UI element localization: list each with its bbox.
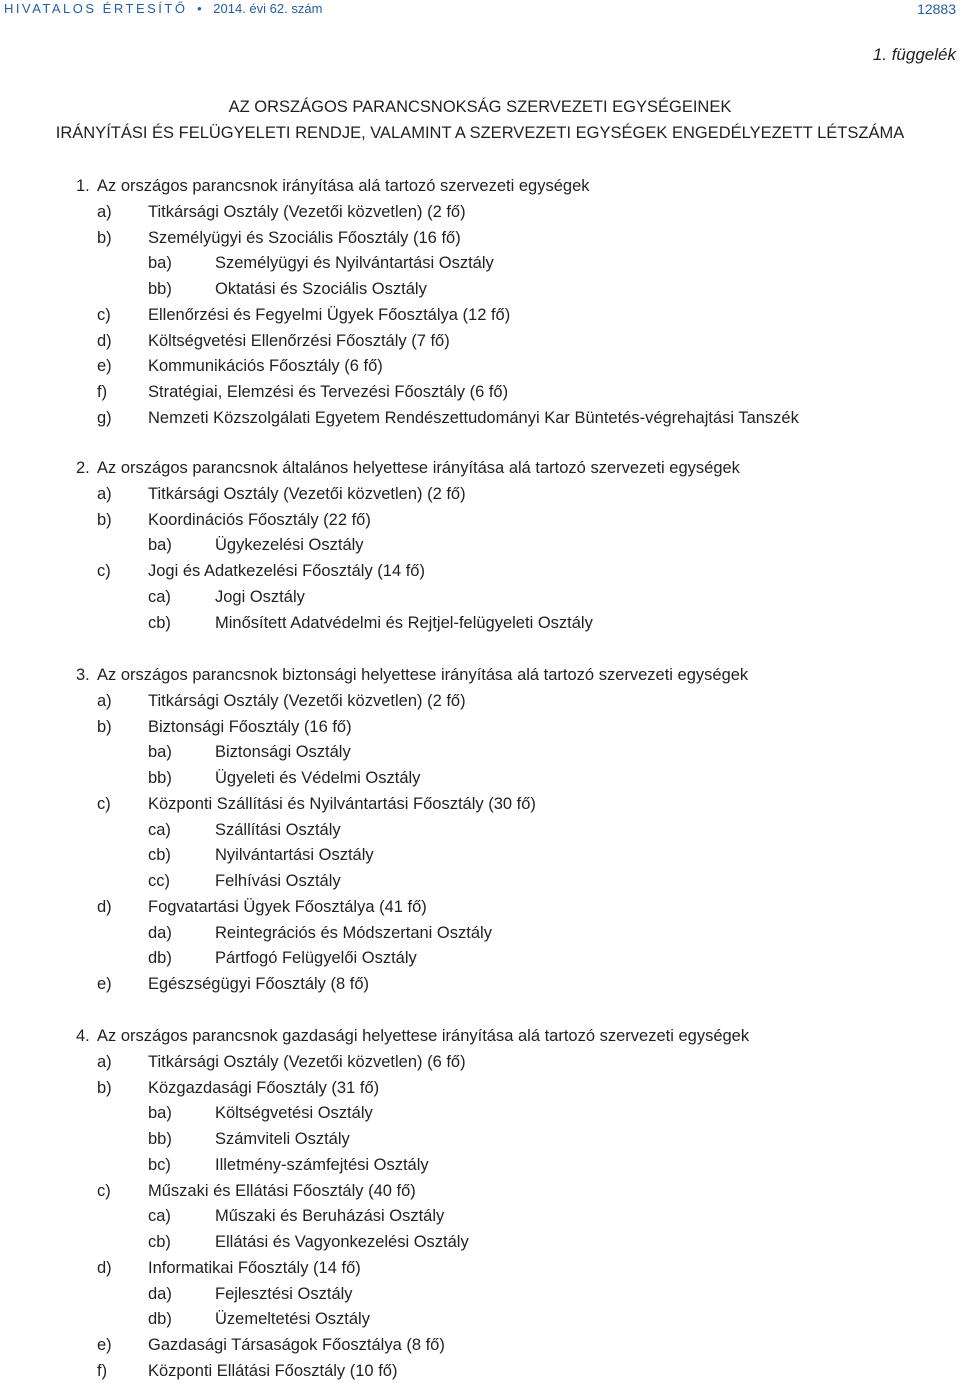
sub-list-item bbox=[0, 1283, 960, 1305]
sub-list-item-text: Biztonsági Osztály bbox=[215, 743, 351, 762]
list-item bbox=[0, 973, 960, 995]
sub-list-item-label: da) bbox=[148, 923, 172, 942]
running-header bbox=[0, 0, 960, 20]
document-title-line-2: IRÁNYÍTÁSI ÉS FELÜGYELETI RENDJE, VALAMINT A SZERVEZETI EGYSÉGEK ENGEDÉLYEZETT LÉTSZÁMA bbox=[55, 124, 905, 142]
list-item bbox=[0, 381, 960, 403]
list-item bbox=[0, 201, 960, 223]
list-item-text: Ellenőrzési és Fegyelmi Ügyek Főosztálya (12 fő) bbox=[148, 305, 511, 324]
list-item-label: b) bbox=[97, 228, 112, 247]
sub-list-item-text: Nyilvántartási Osztály bbox=[215, 846, 374, 865]
sub-list-item-text: Ügyeleti és Védelmi Osztály bbox=[215, 769, 421, 787]
list-item-label: a) bbox=[97, 202, 112, 221]
list-item bbox=[0, 330, 960, 352]
list-item-text: Központi Szállítási és Nyilvántartási Főosztály (30 fő) bbox=[148, 794, 536, 813]
sub-list-item-label: db) bbox=[148, 949, 172, 968]
sub-list-item-label: bb) bbox=[148, 769, 172, 787]
sub-list-item-text: Ellátási és Vagyonkezelési Osztály bbox=[215, 1233, 469, 1251]
list-item-label: f) bbox=[97, 1361, 108, 1380]
list-item bbox=[0, 509, 960, 531]
section-heading-label: 3. bbox=[76, 666, 90, 684]
list-item bbox=[0, 483, 960, 505]
sub-list-item bbox=[0, 1308, 960, 1330]
sub-list-item-label: cb) bbox=[148, 846, 171, 865]
list-item bbox=[0, 560, 960, 582]
sub-list-item-label: ba) bbox=[148, 1104, 172, 1123]
list-item-label: f) bbox=[97, 383, 108, 401]
page-number: 12883 bbox=[917, 1, 956, 17]
sub-list-item-label: bc) bbox=[148, 1155, 171, 1174]
list-item-label: g) bbox=[97, 408, 112, 427]
sub-list-item-text: Reintegrációs és Módszertani Osztály bbox=[215, 923, 492, 942]
sub-list-item-label: cb) bbox=[148, 1233, 171, 1251]
list-item bbox=[0, 1257, 960, 1279]
list-item-text: Nemzeti Közszolgálati Egyetem Rendészettudományi Kar Büntetés-végrehajtási Tanszék bbox=[148, 408, 799, 427]
sub-list-item-label: ba) bbox=[148, 536, 172, 555]
list-item-text: Titkársági Osztály (Vezetői közvetlen) (6 fő) bbox=[148, 1052, 466, 1071]
list-item bbox=[0, 304, 960, 326]
section-heading-text: Az országos parancsnok biztonsági helyettese irányítása alá tartozó szervezeti egységek bbox=[97, 666, 749, 684]
list-item-text: Koordinációs Főosztály (22 fő) bbox=[148, 510, 371, 529]
sub-list-item bbox=[0, 612, 960, 634]
sub-list-item bbox=[0, 252, 960, 274]
list-item bbox=[0, 407, 960, 429]
list-item-text: Titkársági Osztály (Vezetői közvetlen) (2 fő) bbox=[148, 691, 466, 710]
list-item-label: b) bbox=[97, 1078, 112, 1097]
list-item-text: Egészségügyi Főosztály (8 fő) bbox=[148, 975, 370, 993]
section-heading bbox=[0, 1025, 960, 1047]
sub-list-item-text: Ügykezelési Osztály bbox=[215, 536, 364, 555]
section-heading-text: Az országos parancsnok irányítása alá tartozó szervezeti egységek bbox=[97, 177, 590, 195]
sub-list-item-label: bb) bbox=[148, 280, 172, 298]
list-item-text: Biztonsági Főosztály (16 fő) bbox=[148, 717, 352, 736]
section-heading-label: 4. bbox=[76, 1027, 90, 1045]
list-item-label: d) bbox=[97, 897, 112, 916]
list-item-text: Titkársági Osztály (Vezetői közvetlen) (2 fő) bbox=[148, 202, 466, 221]
list-item-label: e) bbox=[97, 975, 112, 993]
list-item bbox=[0, 1180, 960, 1202]
list-item-label: c) bbox=[97, 305, 111, 324]
sub-list-item bbox=[0, 922, 960, 944]
sub-list-item bbox=[0, 1231, 960, 1253]
list-item-text: Kommunikációs Főosztály (6 fő) bbox=[148, 357, 383, 376]
list-item bbox=[0, 793, 960, 815]
sub-list-item bbox=[0, 1128, 960, 1150]
list-item-label: c) bbox=[97, 562, 111, 580]
sub-list-item-text: Illetmény-számfejtési Osztály bbox=[215, 1155, 429, 1174]
sub-list-item-label: ca) bbox=[148, 587, 171, 606]
document-title-line-1: AZ ORSZÁGOS PARANCSNOKSÁG SZERVEZETI EGYSÉGEINEK bbox=[228, 98, 732, 116]
sub-list-item-label: ba) bbox=[148, 254, 172, 273]
list-item bbox=[0, 1051, 960, 1073]
sub-list-item-text: Fejlesztési Osztály bbox=[215, 1284, 353, 1303]
list-item bbox=[0, 1077, 960, 1099]
list-item bbox=[0, 227, 960, 249]
list-item-text: Fogvatartási Ügyek Főosztálya (41 fő) bbox=[148, 897, 427, 916]
sub-list-item bbox=[0, 1154, 960, 1176]
sub-list-item bbox=[0, 534, 960, 556]
sub-list-item-text: Oktatási és Szociális Osztály bbox=[215, 280, 427, 298]
sub-list-item-label: bb) bbox=[148, 1130, 172, 1148]
section-heading bbox=[0, 457, 960, 479]
list-item-label: c) bbox=[97, 1181, 111, 1200]
section-heading-label: 2. bbox=[76, 459, 90, 477]
list-item bbox=[0, 1360, 960, 1382]
sub-list-item bbox=[0, 870, 960, 892]
sub-list-item-label: db) bbox=[148, 1310, 172, 1329]
sub-list-item bbox=[0, 278, 960, 300]
list-item-text: Gazdasági Társaságok Főosztálya (8 fő) bbox=[148, 1336, 445, 1354]
sub-list-item-text: Műszaki és Beruházási Osztály bbox=[215, 1207, 445, 1226]
sub-list-item bbox=[0, 844, 960, 866]
sub-list-item-label: ca) bbox=[148, 1207, 171, 1226]
publication-info bbox=[4, 0, 322, 18]
sub-list-item bbox=[0, 767, 960, 789]
list-item-label: a) bbox=[97, 484, 112, 503]
sub-list-item-text: Minősített Adatvédelmi és Rejtjel-felügyeleti Osztály bbox=[215, 613, 593, 632]
section-heading-label: 1. bbox=[76, 177, 90, 195]
annex-label: 1. függelék bbox=[872, 45, 956, 64]
sub-list-item-label: ba) bbox=[148, 743, 172, 762]
list-item-label: e) bbox=[97, 357, 112, 376]
sub-list-item-text: Üzemeltetési Osztály bbox=[215, 1310, 370, 1329]
list-item-text: Informatikai Főosztály (14 fő) bbox=[148, 1258, 361, 1277]
list-item-text: Stratégiai, Elemzési és Tervezési Főosztály (6 fő) bbox=[148, 383, 509, 401]
sub-list-item-label: ca) bbox=[148, 820, 171, 839]
sub-list-item-text: Jogi Osztály bbox=[215, 587, 305, 606]
list-item-label: a) bbox=[97, 691, 112, 710]
sub-list-item bbox=[0, 1102, 960, 1124]
list-item-text: Személyügyi és Szociális Főosztály (16 fő) bbox=[148, 228, 461, 247]
list-item-label: b) bbox=[97, 717, 112, 736]
bullet-separator: • bbox=[197, 1, 202, 16]
list-item bbox=[0, 690, 960, 712]
sub-list-item bbox=[0, 586, 960, 608]
list-item-label: c) bbox=[97, 794, 111, 813]
sub-list-item bbox=[0, 1205, 960, 1227]
sub-list-item bbox=[0, 741, 960, 763]
list-item-label: a) bbox=[97, 1052, 112, 1071]
list-item-text: Titkársági Osztály (Vezetői közvetlen) (2 fő) bbox=[148, 484, 466, 503]
sub-list-item-label: cc) bbox=[148, 872, 170, 890]
sub-list-item bbox=[0, 819, 960, 841]
sub-list-item-text: Számviteli Osztály bbox=[215, 1130, 350, 1148]
sub-list-item-text: Költségvetési Osztály bbox=[215, 1104, 373, 1123]
section-heading bbox=[0, 175, 960, 197]
list-item-text: Jogi és Adatkezelési Főosztály (14 fő) bbox=[148, 562, 425, 580]
list-item bbox=[0, 1334, 960, 1356]
list-item-label: b) bbox=[97, 510, 112, 529]
section-heading-text: Az országos parancsnok gazdasági helyettese irányítása alá tartozó szervezeti egységek bbox=[97, 1027, 750, 1045]
sub-list-item-label: da) bbox=[148, 1284, 172, 1303]
sub-list-item-text: Felhívási Osztály bbox=[215, 872, 341, 890]
list-item bbox=[0, 355, 960, 377]
list-item-label: d) bbox=[97, 331, 112, 350]
section-heading-text: Az országos parancsnok általános helyettese irányítása alá tartozó szervezeti egységek bbox=[97, 459, 740, 477]
list-item-label: e) bbox=[97, 1336, 112, 1354]
sub-list-item-text: Szállítási Osztály bbox=[215, 820, 341, 839]
publication-name: HIVATALOS ÉRTESÍTŐ bbox=[4, 1, 188, 16]
list-item bbox=[0, 896, 960, 918]
list-item-text: Közgazdasági Főosztály (31 fő) bbox=[148, 1078, 380, 1097]
list-item-text: Központi Ellátási Főosztály (10 fő) bbox=[148, 1361, 398, 1380]
list-item bbox=[0, 716, 960, 738]
sub-list-item bbox=[0, 947, 960, 969]
list-item-label: d) bbox=[97, 1258, 112, 1277]
sub-list-item-text: Személyügyi és Nyilvántartási Osztály bbox=[215, 254, 494, 273]
sub-list-item-text: Pártfogó Felügyelői Osztály bbox=[215, 949, 417, 968]
sub-list-item-label: cb) bbox=[148, 613, 171, 632]
list-item-text: Műszaki és Ellátási Főosztály (40 fő) bbox=[148, 1181, 416, 1200]
issue-number: 2014. évi 62. szám bbox=[213, 1, 323, 16]
list-item-text: Költségvetési Ellenőrzési Főosztály (7 fő) bbox=[148, 331, 450, 350]
section-heading bbox=[0, 664, 960, 686]
